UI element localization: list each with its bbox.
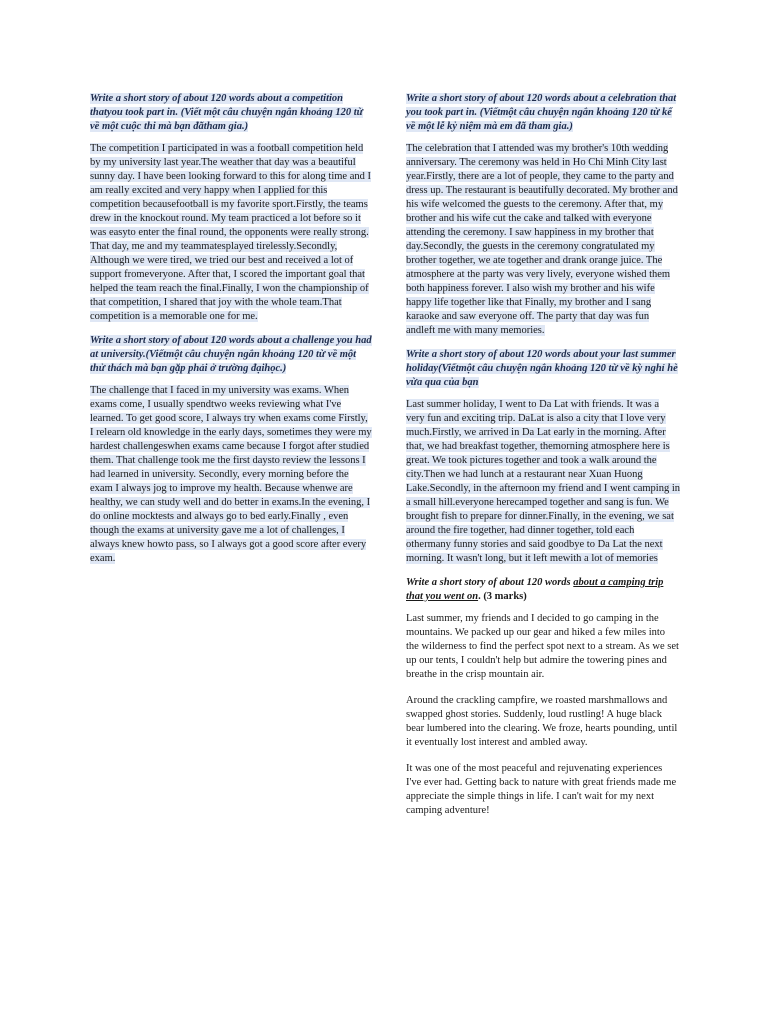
summer-holiday-prompt <box>406 348 680 390</box>
celebration-story <box>406 142 680 338</box>
summer-holiday-prompt-text: Write a short story of about 120 words about your last summer holiday(Viếtmột câu chuyện ngắn khoảng 120 từ về kỳ nghỉ hè vừa qua của bạn <box>406 349 678 388</box>
camping-prompt <box>406 576 680 604</box>
left-column <box>90 92 372 576</box>
competition-prompt-text: Write a short story of about 120 words about a competition thatyou took part in. (Viết một câu chuyện ngắn khoảng 120 từ về một cuộc thi mà bạn đãtham gia.) <box>90 93 363 132</box>
camping-paragraph-3: It was one of the most peaceful and rejuvenating experiences I've ever had. Getting back to nature with great friends made me appreciate the simple things in life. I can't wait for my next camping adventure! <box>406 763 677 816</box>
celebration-story-text: The celebration that I attended was my brother's 10th wedding anniversary. The ceremony was held in Ho Chi Minh City last year.Firstly, there are a lot of people, they came to the party and dress up. The restaurant is beautifully decorated. My brother and his wife welcomed the guests to the ceremony. After that, my brother and his wife cut the cake and talked with everyone attending the ceremony. I saw happiness in my brother that day.Secondly, the guests in the ceremony congratulated my brother together, we ate together and drank orange juice. The atmosphere at the party was very lively, everyone wished them both happiness forever. I also wish my brother and his wife happy life together like that Finally, my brother and I sang karaoke and saw everyone off. The party that day was fun andleft me with many memories. <box>406 143 678 336</box>
summer-holiday-story <box>406 398 680 566</box>
camping-paragraph-2: Around the crackling campfire, we roasted marshmallows and swapped ghost stories. Suddenly, loud rustling! A huge black bear lumbered into the clearing. We froze, hearts pounding, until it eventually lost interest and ambled away. <box>406 695 678 748</box>
challenge-story <box>90 384 372 566</box>
camping-paragraph-1: Last summer, my friends and I decided to go camping in the mountains. We packed up our gear and hiked a few miles into the wilderness to find the perfect spot next to a stream. As we set up our tents, I couldn't help but admire the towering pines and breathe in the crisp mountain air. <box>406 613 679 680</box>
camping-prompt-marks: . (3 marks) <box>478 591 527 602</box>
competition-prompt <box>90 92 372 134</box>
camping-prompt-underlined: about a camping trip that you went on <box>406 577 664 602</box>
celebration-prompt-text: Write a short story of about 120 words about a celebration that you took part in. (Viếtmột câu chuyện ngắn khoảng 120 từ kể về một lễ kỷ niệm mà em đã tham gia.) <box>406 93 677 132</box>
challenge-prompt-text: Write a short story of about 120 words about a challenge you had at university.(Viếtmột câu chuyện ngắn khoảng 120 từ về một thử thách mà bạn gặp phải ở trường đạihọc.) <box>90 335 372 374</box>
right-column <box>406 92 680 830</box>
summer-holiday-story-text: Last summer holiday, I went to Da Lat with friends. It was a very fun and exciting trip. DaLat is also a city that I love very much.Firstly, we arrived in Da Lat early in the morning. After that, we had breakfast together, themorning atmosphere here is great. We took pictures together and took a walk around the city.Then we had lunch at a restaurant near Xuan Huong Lake.Secondly, in the afternoon my friend and I went camping in a small hill.everyone herecamped together and sang is fun. We brought fish to prepare for dinner.Finally, in the evening, we sat around the fire together, had dinner together, told each othermany funny stories and said goodbye to Da Lat the next morning. It wasn't long, but it left mewith a lot of memories <box>406 399 680 564</box>
competition-story <box>90 142 372 324</box>
camping-prompt-start: Write a short story of about 120 words <box>406 577 574 588</box>
celebration-prompt <box>406 92 680 134</box>
challenge-story-text: The challenge that I faced in my university was exams. When exams come, I usually spendtwo weeks reviewing what I've learned. To get good score, I always try when exams come Firstly, I relearn old knowledge in the early days, sometimes they were my hardest challengeswhen exams came because I forgot after studied them. That challenge took me the first daysto review the lessons I had learned in university. Secondly, every morning before the exam I always jog to improve my health. Because whenwe are healthy, we can study well and do better in exams.In the evening, I do online mocktests and always go to bed early.Finally , even though the exams at university gave me a lot of challenges, I always knew howto pass, so I always got a good score after every exam. <box>90 385 372 564</box>
competition-story-text: The competition I participated in was a football competition held by my university last year.The weather that day was a beautiful sunny day. I have been looking forward to this for along time and I am really excited and very happy when I applied for this competition becausefootball is my favorite sport.Firstly, the teams drew in the knockout round. My team practiced a lot before so it was easyto enter the final round, the opponents were really strong. That day, me and my teammatesplayed tirelessly.Secondly, Although we were tired, we tried our best and received a lot of support fromeveryone. After that, I scored the important goal that helped the team reach the final.Finally, I won the championship of that competition, I shared that joy with the whole team.That competition is a memorable one for me. <box>90 143 371 322</box>
challenge-prompt <box>90 334 372 376</box>
